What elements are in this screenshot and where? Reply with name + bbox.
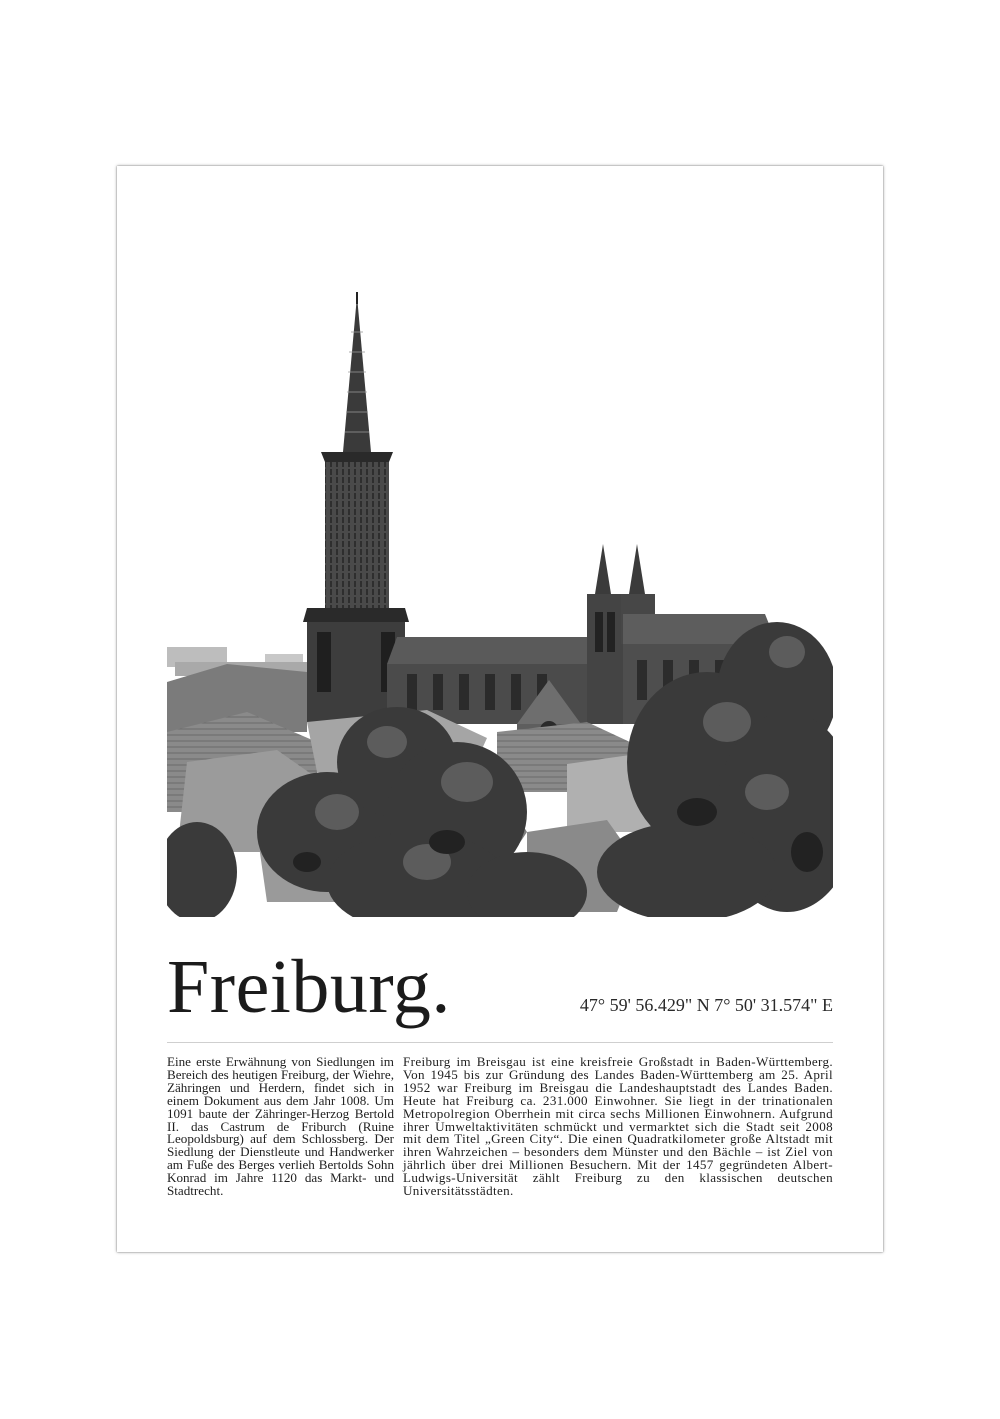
divider-line	[167, 1042, 833, 1043]
description-text: Freiburg im Breisgau ist eine kreisfreie Großstadt in Baden-Württemberg. Von 1945 bis zur Gründung des Landes Baden-Württemberg am 25. April 1952 war Freiburg im Breisgau die Landeshauptstadt des Landes Baden. Heute hat Freiburg ca. 231.000 Einwohner. Sie liegt in der trinationalen Metropolregion Oberrhein mit circa sechs Millionen Einwohnern. Aufgrund ihrer Umweltaktivitäten schmückt und vermarktet sich die Stadt seit 2008 mit dem Titel „Green City“. Die einen Quadratkilometer große Altstadt mit ihren Wahrzeichen – besonders dem Münster und den Bächle – ist Ziel von jährlich über drei Millionen Besuchern. Mit der 1457 gegründeten Albert-Ludwigs-Universität zählt Freiburg zu den klassischen deutschen Universitätsstädten.	[403, 1054, 833, 1199]
cityscape-illustration	[167, 292, 833, 917]
coordinates-label: 47° 59' 56.429" N 7° 50' 31.574" E	[579, 995, 833, 1015]
city-title: Freiburg.	[167, 945, 451, 1029]
poster-sheet	[117, 166, 883, 1252]
freiburg-minster-photo	[167, 292, 833, 917]
history-text: Eine erste Erwähnung von Siedlungen im Bereich des heutigen Freiburg, der Wiehre, Zähringen und Herdern, findet sich in einem Dokument aus dem Jahr 1008. Um 1091 baute der Zähringer-Herzog Bertold II. das Castrum de Friburch (Ruine Leopoldsburg) auf dem Schlossberg. Der Siedlung der Dienstleute und Handwerker am Fuße des Berges verlieh Bertolds Sohn Konrad im Jahre 1120 das Markt- und Stadtrecht.	[167, 1054, 394, 1199]
